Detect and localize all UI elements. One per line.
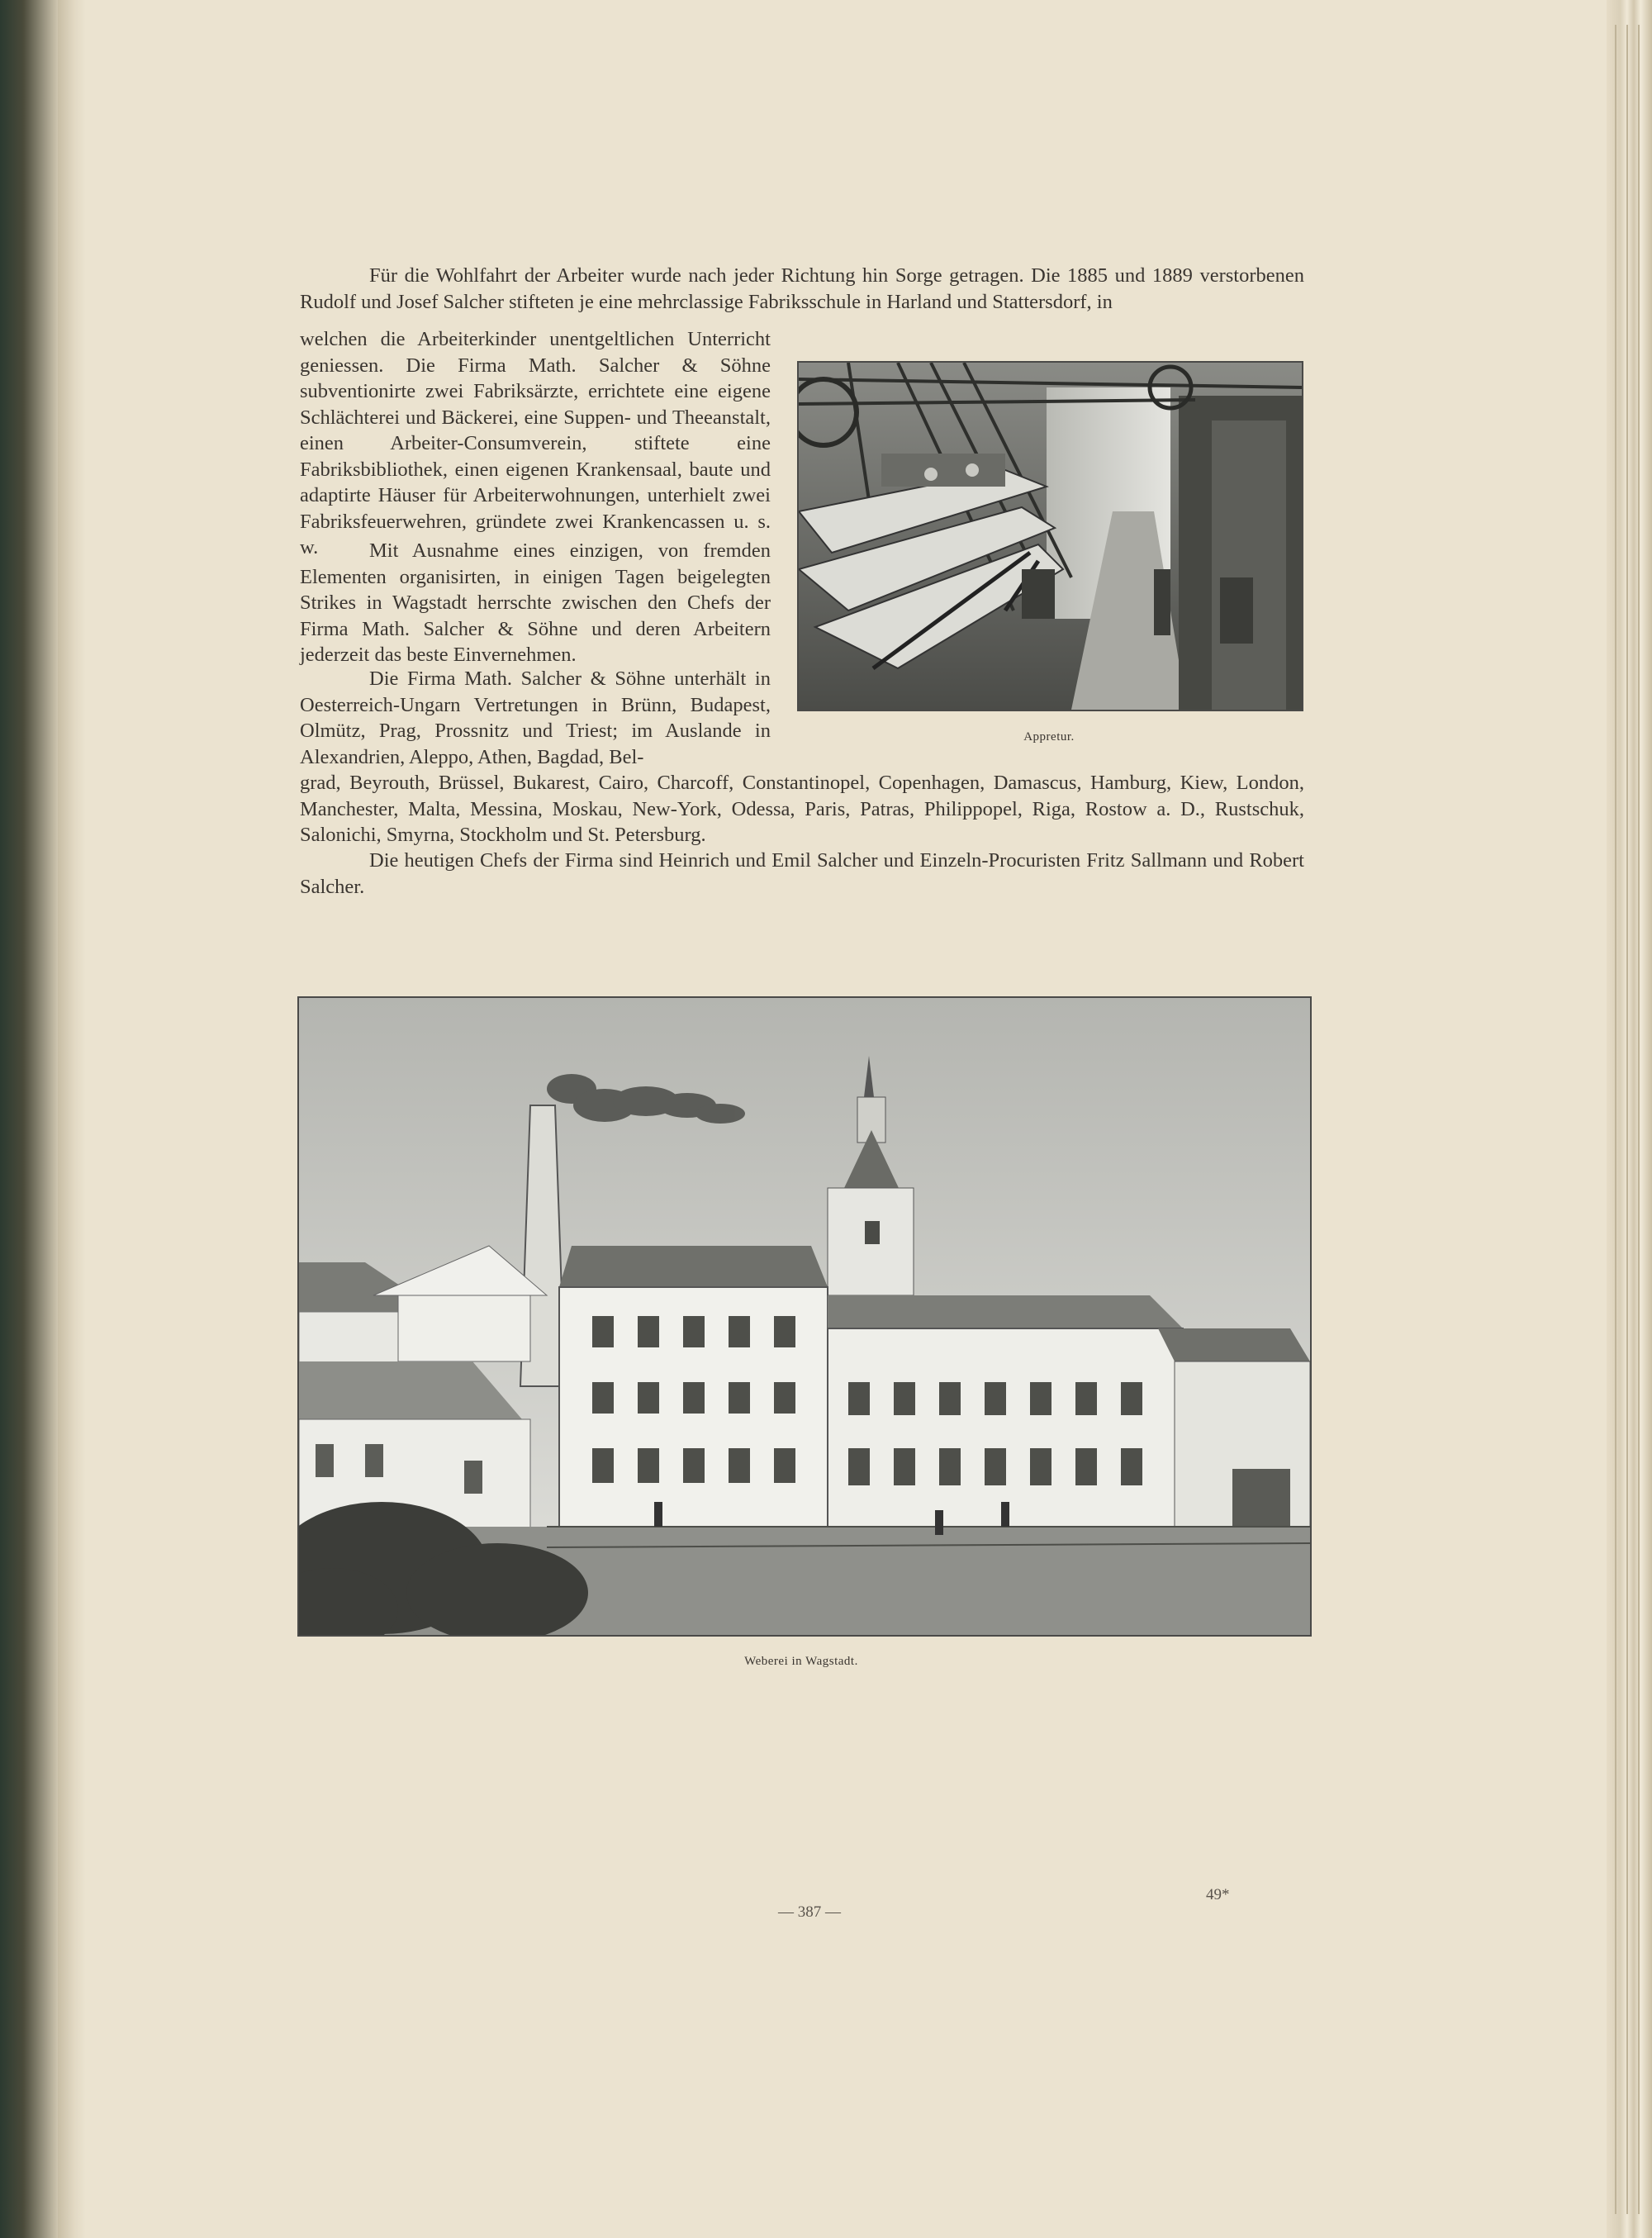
page-gutter [58,0,86,2238]
paragraph-representations: Die Firma Math. Salcher & Söhne unterhält in Oesterreich-Ungarn Vertretungen in Brünn, Budapest, Olmütz, Prag, Prossnitz und Triest; im Auslande in Alexandrien, Aleppo, Athen, Bagdad, Bel- [300,668,771,768]
page-edges [1607,0,1652,2238]
page-number: — 387 — [778,1903,841,1921]
photo-appretur [797,361,1303,711]
signature-mark: 49* [1206,1886,1230,1903]
paragraph-chefs: Die heutigen Chefs der Firma sind Heinrich und Emil Salcher und Einzeln-Procuristen Fritz Sallmann und Robert Salcher. [300,849,1304,898]
caption-weberei: Weberei in Wagstadt. [744,1655,858,1668]
caption-appretur: Appretur. [1023,730,1075,744]
paragraph-cities: grad, Beyrouth, Brüssel, Bukarest, Cairo, Charcoff, Constantinopel, Copenhagen, Damascus, Hamburg, Kiew, London, Manchester, Malta, Messina, Moskau, New-York, Odessa, Paris, Patras, Philippopel, Riga, Rostow a. D., Rustschuk, Salonichi, Smyrna, Stockholm und St. Petersburg. [300,772,1304,846]
paragraph-strike: Mit Ausnahme eines einzigen, von fremden Elementen organisirten, in einigen Tagen beigelegten Strikes in Wagstadt herrschte zwischen den Chefs der Firma Math. Salcher & Söhne und deren Arbeitern jederzeit das beste Einvernehmen. [300,539,771,666]
paragraph-welfare-continued: welchen die Arbeiterkinder unentgeltlichen Unterricht geniessen. Die Firma Math. Salcher & Söhne subventionirte zwei Fabriksärzte, errichtete eine eigene Schlächterei und Bäckerei, eine Suppen- und Theeanstalt, einen Arbeiter-Consumverein, stiftete eine Fabriksbibliothek, einen eigenen Krankensaal, baute und adaptirte Häuser für Arbeiterwohnungen, unterhielt zwei Fabriksfeuerwehren, gründete zwei Krankencassen u. s. w. [300,328,771,558]
photo-appretur-image [799,363,1302,710]
book-spine [0,0,58,2238]
paragraph-welfare: Für die Wohlfahrt der Arbeiter wurde nach jeder Richtung hin Sorge getragen. Die 1885 und 1889 verstorbenen Rudolf und Josef Salcher stifteten je eine mehrclassige Fabriksschule in Harland und Stattersdorf, in [300,264,1304,313]
photo-weberei-image [299,998,1310,1635]
photo-weberei [297,996,1312,1637]
